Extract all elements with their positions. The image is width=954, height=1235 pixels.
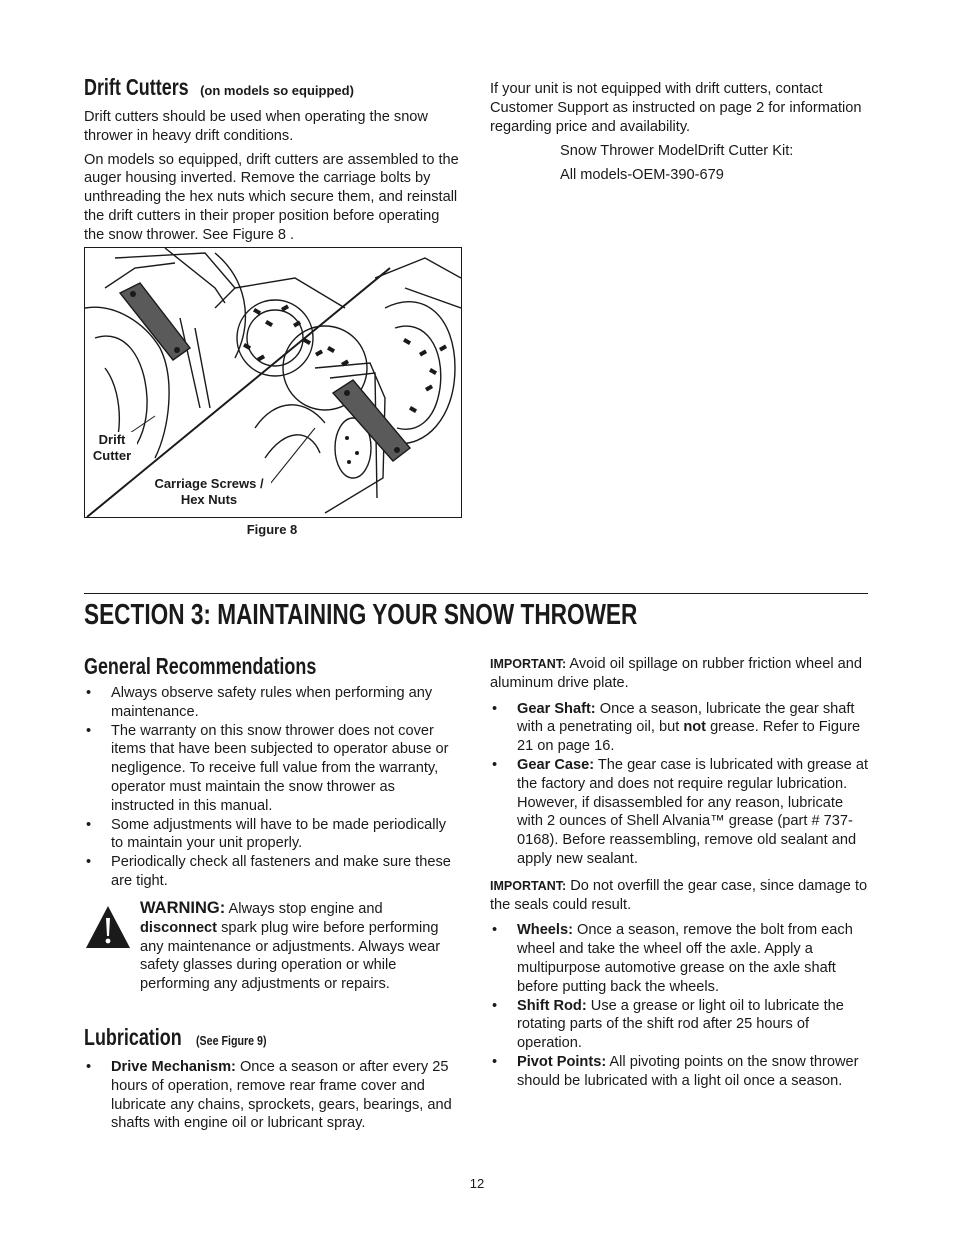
- figure-8: [84, 247, 462, 518]
- right-list-1: [490, 700, 868, 869]
- warning-text-b: spark plug wire before performing any maintenance or adjustments. Always wear safety glasses during operation or while performing any adjustments or repairs.: [140, 919, 441, 993]
- gear-shaft-bold: not: [683, 719, 707, 736]
- kit-table-row: All models-OEM-390-679: [560, 167, 724, 184]
- important-text: Do not overfill the gear case, since damage to the seals could result.: [490, 877, 868, 913]
- list-item: [490, 700, 868, 756]
- list-item: • Always observe safety rules when performing any maintenance.: [84, 684, 460, 722]
- warning-text-bold: disconnect: [140, 919, 218, 936]
- warning-label: WARNING:: [140, 899, 226, 917]
- pivot-points-label: Pivot Points:: [517, 1053, 607, 1070]
- list-item: • Periodically check all fasteners and make sure these are tight.: [84, 853, 460, 891]
- drift-cutters-heading: [84, 74, 462, 106]
- shift-rod-label: Shift Rod:: [517, 997, 587, 1014]
- important-text: Avoid oil spillage on rubber friction wheel and aluminum drive plate.: [490, 656, 862, 691]
- drift-cutter-illustration: [85, 248, 461, 517]
- label-carriage-line-1: Carriage Screws /: [154, 476, 264, 491]
- figure-8-caption: Figure 8: [246, 522, 298, 537]
- label-drift-line-2: Cutter: [92, 448, 132, 463]
- important-note-1: [490, 655, 868, 693]
- drift-cutters-title: Drift Cutters: [84, 74, 189, 100]
- gear-shaft-text-a: Once a season, lubricate the gear shaft with a penetrating oil, but: [517, 700, 855, 736]
- shift-rod-text: Use a grease or light oil to lubricate the rotating parts of the shift rod after 25 hours of operation.: [517, 997, 844, 1052]
- warning-block: [84, 899, 460, 994]
- label-carriage-screws: [147, 476, 271, 508]
- label-carriage-line-2: Hex Nuts: [180, 492, 238, 507]
- drift-paragraph-1: Drift cutters should be used when operating the snow thrower in heavy drift conditions.: [84, 109, 428, 144]
- gear-case-label: Gear Case:: [517, 756, 595, 773]
- drive-mechanism-text: Once a season or after every 25 hours of operation, remove rear frame cover and lubricate any chains, sprockets, gears, bearings, and shafts with engine oil or lubricant spray.: [111, 1059, 452, 1132]
- lubrication-title-suffix: (See Figure 9): [196, 1033, 267, 1048]
- list-item: • Some adjustments will have to be made periodically to maintain your unit properly.: [84, 816, 460, 854]
- warning-text-a: Always stop engine and: [225, 901, 383, 917]
- drift-paragraph-3: If your unit is not equipped with drift cutters, contact Customer Support as instructed on page 2 for information regarding price and availability.: [490, 81, 862, 135]
- important-label: IMPORTANT:: [490, 657, 567, 671]
- wheels-text: Once a season, remove the bolt from each wheel and take the wheel off the axle. Apply a multipurpose automotive grease on the axle shaft before putting back the wheels.: [517, 922, 853, 995]
- list-item: [84, 1058, 460, 1133]
- kit-table-header: Snow Thrower ModelDrift Cutter Kit:: [560, 143, 794, 160]
- label-drift-cutter: [87, 432, 137, 464]
- important-note-2: [490, 877, 868, 915]
- list-item: • The warranty on this snow thrower does not cover items that have been subjected to operator abuse or negligence. To receive full value from the warranty, operator must maintain the snow thrower as instructed in this manual.: [84, 722, 460, 816]
- pivot-points-text: All pivoting points on the snow thrower should be lubricated with a light oil once a season.: [517, 1053, 859, 1089]
- lubrication-title: Lubrication: [84, 1024, 182, 1050]
- important-label: IMPORTANT:: [490, 878, 567, 893]
- drift-paragraph-2: On models so equipped, drift cutters are assembled to the auger housing inverted. Remove the carriage bolts by unthreading the hex nuts which secure them, and reinstall the drift cutters in their proper position before operating the snow thrower. See Figure 8 .: [84, 151, 459, 243]
- list-item: [490, 1053, 868, 1091]
- gear-shaft-label: Gear Shaft:: [517, 700, 596, 717]
- gear-shaft-text-b: grease. Refer to Figure 21 on page 16.: [517, 719, 861, 755]
- wheels-label: Wheels:: [517, 922, 573, 939]
- maintenance-right-column: [490, 655, 868, 1091]
- warning-triangle-icon: [84, 904, 132, 950]
- list-item: [490, 997, 868, 1053]
- general-recommendations-title: General Recommendations: [84, 653, 317, 679]
- label-drift-line-1: Drift: [98, 432, 126, 447]
- lubrication-list: [84, 1058, 460, 1133]
- warning-text: [140, 899, 460, 994]
- general-list: [84, 684, 460, 891]
- list-item: [490, 921, 868, 996]
- section-title: SECTION 3: MAINTAINING YOUR SNOW THROWER: [84, 599, 638, 631]
- general-recommendations: [84, 652, 460, 891]
- drift-cutters-title-suffix: (on models so equipped): [200, 83, 354, 98]
- section-divider: [84, 593, 868, 594]
- list-item: [490, 756, 868, 869]
- right-list-2: [490, 921, 868, 1090]
- lubrication-heading: [84, 1024, 460, 1058]
- gear-case-text: The gear case is lubricated with grease at the factory and does not require regular lubrication. However, if disassembled for any reason, lubricate with 2 ounces of Shell Alvania™ grease (part # 737-0168). Before reassembling, remove old sealant and apply new sealant.: [517, 756, 868, 867]
- drift-cutter-availability: [490, 80, 865, 185]
- page-number: 12: [469, 1176, 485, 1191]
- drift-cutters-section: [84, 74, 462, 245]
- lubrication-section: [84, 1024, 460, 1133]
- drive-mechanism-label: Drive Mechanism:: [111, 1059, 236, 1075]
